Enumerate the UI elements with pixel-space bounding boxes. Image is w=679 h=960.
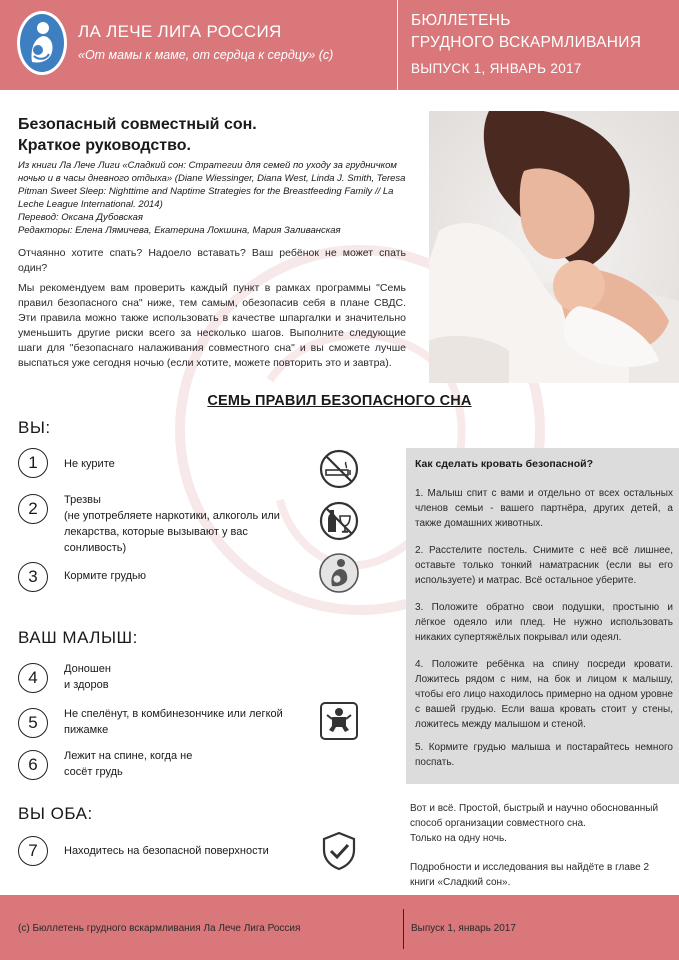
safe-bed-box [406,448,679,784]
closing-line-1: Вот и всё. Простой, быстрый и научно обоснованный способ организации совместного сна. [410,803,659,829]
mother-baby-photo [429,111,679,383]
footer-issue: Выпуск 1, январь 2017 [411,923,516,934]
safe-bed-title: Как сделать кровать безопасной? [415,458,594,470]
la-leche-league-logo [16,10,68,76]
rule-number: 2 [18,494,48,524]
translator: Перевод: Оксана Дубовская [18,212,143,223]
section-you-heading: ВЫ: [18,418,51,437]
section-baby-heading: ВАШ МАЛЫШ: [18,628,138,647]
article-source [18,159,416,237]
rule-text: Трезвы (не употребляете наркотики, алкоголь или лекарства, которые вызывают у вас сонливость) [64,494,280,554]
article-title [18,114,418,156]
rule-number: 1 [18,448,48,478]
baby-icon [318,700,360,742]
rule-number: 5 [18,708,48,738]
safe-bed-item-2: 2. Расстелите постель. Снимите с неё всё лишнее, оставьте только тонкий наматрасник (если вы его используете) и матрас. Всё остальное уберите. [415,545,673,586]
rule-text: Доношен и здоров [64,663,111,691]
closing-line-2: Только на одну ночь. [410,833,507,844]
safe-bed-item-4: 4. Положите ребёнка на спину посреди кровати. Ложитесь рядом с ним, на бок и лицом к малышу, чтобы его лицо находилось примерно на одном уровне с вашей грудью. Если ваша кровать стоит у стены, ложитесь между малышом и стеной. [415,659,673,730]
rule-2 [18,492,318,562]
rule-text: Лежит на спине, когда не сосёт грудь [64,750,193,778]
intro-paragraph-2: Мы рекомендуем вам проверить каждый пункт в рамках программы "Семь правил безопасного сна" ниже, тем самым, обезопасив себя в плане СВДС. Эти правила можно также использовать в качестве шпаргалки и значительно уменьшить другие риски всего за несколько шагов. Выполните следующие шаги для "безопаснаго налаживания совместного сна" и вы сможете лучше выспаться уже сегодня ночью (если хотите, можете повторить это и завтра). [18,282,406,369]
rule-text: Не курите [64,458,115,470]
rule-number: 7 [18,836,48,866]
rule-1 [18,448,318,480]
rule-5 [18,706,318,742]
footer-copyright: (c) Бюллетень грудного вскармливания Ла Лече Лига Россия [18,923,301,934]
rule-number: 4 [18,663,48,693]
intro-paragraph-1: Отчаянно хотите спать? Надоело вставать? Ваш ребёнок не может спать один? [18,247,406,274]
footer-banner [0,895,679,960]
rule-4 [18,661,318,697]
footer-divider [403,909,404,949]
no-smoking-icon [318,448,360,490]
article-title-line2: Краткое руководство. [18,137,191,154]
bulletin-title-line1: БЮЛЛЕТЕНЬ [411,12,511,29]
editors: Редакторы: Елена Лямичева, Екатерина Локшина, Мария Заливанская [18,225,341,236]
rule-6 [18,748,318,784]
safe-bed-item-1: 1. Малыш спит с вами и отдельно от всех остальных членов семьи - вашего партнёра, других детей, а также домашних животных. [415,488,673,529]
org-name: ЛА ЛЕЧЕ ЛИГА РОССИЯ [78,22,282,41]
safe-bed-item-3: 3. Положите обратно свои подушки, простыню и лёгкое одеяло или плед. Не нужно использовать никаких супертяжёлых покрывал или одеял. [415,602,673,643]
rule-number: 3 [18,562,48,592]
rule-3 [18,560,318,592]
rule-text: Не спелёнут, в комбинезончике или легкой пижамке [64,708,283,736]
rule-number: 6 [18,750,48,780]
source-citation: Из книги Ла Лече Лиги «Сладкий сон: Стратегии для семей по уходу за грудничком ночью и в часы дневного отдыха» (Diane Wiessinger, Diana West, Linda J. Smith, Teresa Pitman Sweet Sleep: Nighttime and Naptime Strategies for the Breastfeeding Family // La Leche League International. 2014) [18,160,406,210]
section-both-heading: ВЫ ОБА: [18,804,93,823]
bulletin-title-line2: ГРУДНОГО ВСКАРМЛИВАНИЯ [411,34,642,51]
closing-line-3: Подробности и исследования вы найдёте в главе 2 книги «Сладкий сон». [410,862,649,888]
bulletin-title [411,10,641,54]
no-alcohol-icon [318,500,360,542]
header-banner [0,0,679,90]
org-motto: «От мамы к маме, от сердца к сердцу» (c) [78,48,334,62]
rule-7 [18,836,318,868]
seven-rules-title: СЕМЬ ПРАВИЛ БЕЗОПАСНОГО СНА [207,393,472,409]
shield-check-icon [318,830,360,872]
issue-label: ВЫПУСК 1, ЯНВАРЬ 2017 [411,61,582,76]
header-divider [397,0,398,90]
rule-text: Кормите грудью [64,570,146,582]
breastfeeding-icon [318,552,360,594]
rule-text: Находитесь на безопасной поверхности [64,845,269,857]
article-title-line1: Безопасный совместный сон. [18,116,257,133]
safe-bed-item-5: 5. Кормите грудью малыша и постарайтесь немного поспать. [415,742,673,768]
